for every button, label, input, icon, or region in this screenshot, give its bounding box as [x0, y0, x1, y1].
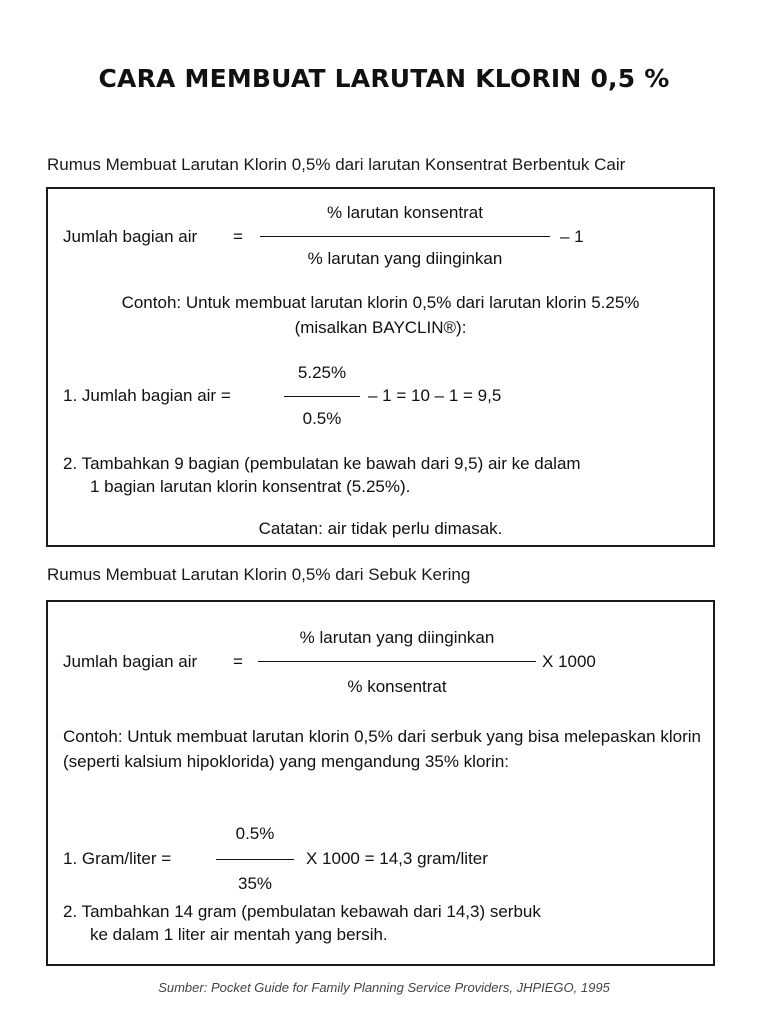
example2-paragraph: Contoh: Untuk membuat larutan klorin 0,5% dari serbuk yang bisa melepaskan klorin (seperti kalsium hipoklorida) yang mengandung 35% klorin:: [63, 727, 701, 771]
section1-step1-fraction-bar: [284, 396, 360, 397]
formula2-fraction-bar: [258, 661, 536, 662]
section2-step1-denominator: 35%: [237, 874, 273, 893]
section2-step1-fraction-bar: [216, 859, 294, 860]
formula1-lhs: Jumlah bagian air: [63, 227, 198, 246]
section2-step1-label: 1. Gram/liter =: [63, 849, 172, 868]
formula1-numerator: % larutan konsentrat: [327, 203, 483, 222]
section1-step2-line1: 2. Tambahkan 9 bagian (pembulatan ke bawah dari 9,5) air ke dalam: [63, 454, 581, 473]
section1-step2-line2: 1 bagian larutan klorin konsentrat (5.25%).: [90, 477, 411, 496]
section1-step1-label: 1. Jumlah bagian air =: [63, 386, 231, 405]
section1-box: [46, 187, 715, 547]
section1-step1-denominator: 0.5%: [302, 409, 342, 428]
section1-heading: Rumus Membuat Larutan Klorin 0,5% dari larutan Konsentrat Berbentuk Cair: [47, 155, 626, 174]
section1-note: Catatan: air tidak perlu dimasak.: [258, 519, 503, 538]
section1-step1-numerator: 5.25%: [297, 363, 347, 382]
formula2-lhs: Jumlah bagian air: [63, 652, 198, 671]
section2-step2-line1: 2. Tambahkan 14 gram (pembulatan kebawah dari 14,3) serbuk: [63, 902, 541, 921]
formula1-fraction-bar: [260, 236, 550, 237]
formula2-numerator: % larutan yang diinginkan: [299, 628, 495, 647]
example1-line1: Contoh: Untuk membuat larutan klorin 0,5% dari larutan klorin 5.25%: [121, 293, 640, 312]
formula1-denominator: % larutan yang diinginkan: [307, 249, 503, 268]
section2-heading: Rumus Membuat Larutan Klorin 0,5% dari Sebuk Kering: [47, 565, 471, 584]
section2-step1-numerator: 0.5%: [235, 824, 275, 843]
section2-step2-line2: ke dalam 1 liter air mentah yang bersih.: [90, 925, 388, 944]
formula2-denominator: % konsentrat: [347, 677, 447, 696]
section2-box: [46, 600, 715, 966]
section1-step1-tail: – 1 = 10 – 1 = 9,5: [368, 386, 502, 405]
formula2-tail: X 1000: [542, 652, 596, 671]
formula1-equals: =: [233, 227, 243, 246]
formula2-equals: =: [233, 652, 243, 671]
source-citation: Sumber: Pocket Guide for Family Planning Service Providers, JHPIEGO, 1995: [158, 980, 610, 995]
formula1-tail: – 1: [560, 227, 584, 246]
section2-step1-tail: X 1000 = 14,3 gram/liter: [306, 849, 488, 868]
page-title: CARA MEMBUAT LARUTAN KLORIN 0,5 %: [98, 64, 670, 93]
example1-line2: (misalkan BAYCLIN®):: [294, 318, 467, 337]
